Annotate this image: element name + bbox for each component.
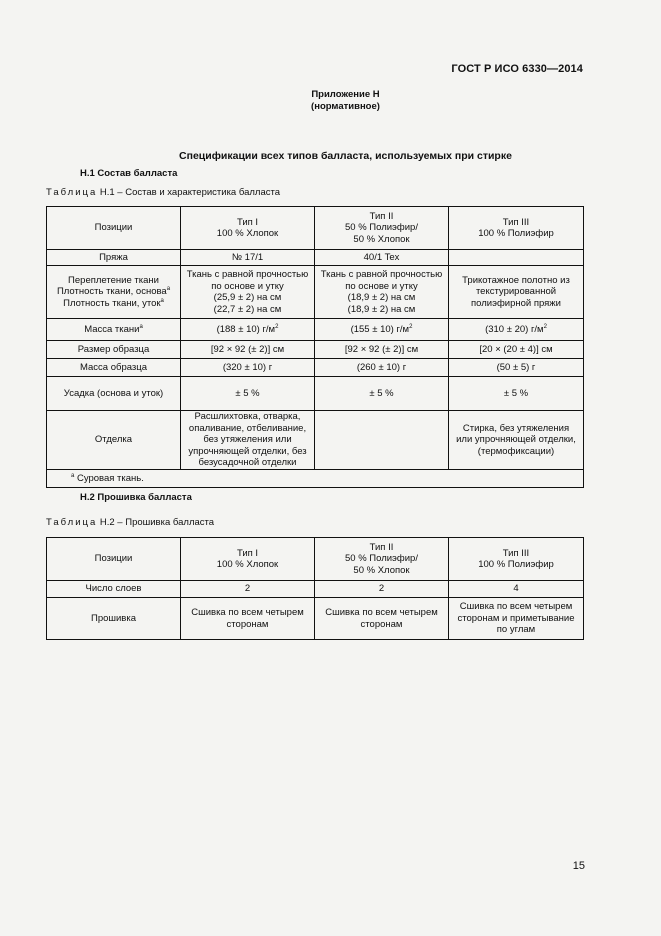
table-header-row: [47, 538, 584, 581]
standard-code: ГОСТ Р ИСО 6330—2014: [451, 63, 583, 75]
header-type1: Тип I 100 % Хлопок: [181, 207, 315, 250]
table-header-row: [47, 207, 584, 250]
section-heading-h2: Н.2 Прошивка балласта: [80, 492, 192, 503]
table-row-weave: Переплетение ткани Плотность ткани, основа$^a$ Плотность ткани, уток$^a$ Ткань с равной прочностью по основе и утку (25,9 ± 2) на см (22,7 ± 2) на см Ткань с равной прочностью по основе и утку (18,9 ± 2) на см (18,9 ± 2) на см Трикотажное полотно из текстурированной полиэфирной пряжи: [47, 266, 584, 319]
page-number: 15: [572, 860, 585, 872]
table-row-yarn: Пряжа № 17/1 40/1 Tex: [47, 250, 584, 266]
header-positions: Позиции: [47, 538, 181, 581]
header-type3: Тип III 100 % Полиэфир: [449, 207, 584, 250]
document-title: Спецификации всех типов балласта, используемых при стирке: [179, 150, 512, 162]
appendix-subtitle: (нормативное): [311, 101, 380, 112]
table-caption-h1: [46, 187, 280, 198]
table-ballast-stitching: [46, 537, 584, 640]
table-caption-h2: [46, 517, 214, 528]
header-type2: Тип II 50 % Полиэфир/ 50 % Хлопок: [315, 538, 449, 581]
table-row-stitching: Прошивка Сшивка по всем четырем сторонам Сшивка по всем четырем сторонам Сшивка по всем четырем сторонам и приметывание по углам: [47, 598, 584, 640]
table-footnote-row: [47, 470, 584, 488]
appendix-title: Приложение Н: [311, 89, 380, 100]
header-type1: Тип I 100 % Хлопок: [181, 538, 315, 581]
table-row-shrinkage: Усадка (основа и уток) ± 5 % ± 5 % ± 5 %: [47, 377, 584, 411]
header-positions: Позиции: [47, 207, 181, 250]
header-type3: Тип III 100 % Полиэфир: [449, 538, 584, 581]
header-type2: Тип II 50 % Полиэфир/ 50 % Хлопок: [315, 207, 449, 250]
table-row-sample-size: Размер образца [92 × 92 (± 2)] см [92 × 92 (± 2)] см [20 × (20 ± 4)] см: [47, 341, 584, 359]
caption-text: Н.1 – Состав и характеристика балласта: [97, 187, 281, 198]
table-row-fabric-mass: Масса ткани$^a$ (188 ± 10) $г/м^2$ (155 ± 10) $г/м^2$ (310 ± 20) $г/м^2$: [47, 319, 584, 341]
appendix-heading: [0, 89, 661, 113]
table-row-finish: Отделка Расшлихтовка, отварка, опаливание, отбеливание, без утяжеления или упрочняющей отделки, без безусадочной отделки Стирка, без утяжеления или упрочняющей отделки, (термофиксации): [47, 411, 584, 470]
table-footnote: $^a$ Суровая ткань.: [47, 470, 584, 488]
caption-label: Таблица: [46, 187, 98, 198]
table-row-layers: Число слоев 2 2 4: [47, 581, 584, 598]
table-ballast-composition: [46, 206, 584, 488]
table-row-sample-mass: Масса образца (320 ± 10) г (260 ± 10) г (50 ± 5) г: [47, 359, 584, 377]
caption-label: Таблица: [46, 517, 98, 528]
section-heading-h1: Н.1 Состав балласта: [80, 168, 178, 179]
caption-text: Н.2 – Прошивка балласта: [97, 517, 215, 528]
